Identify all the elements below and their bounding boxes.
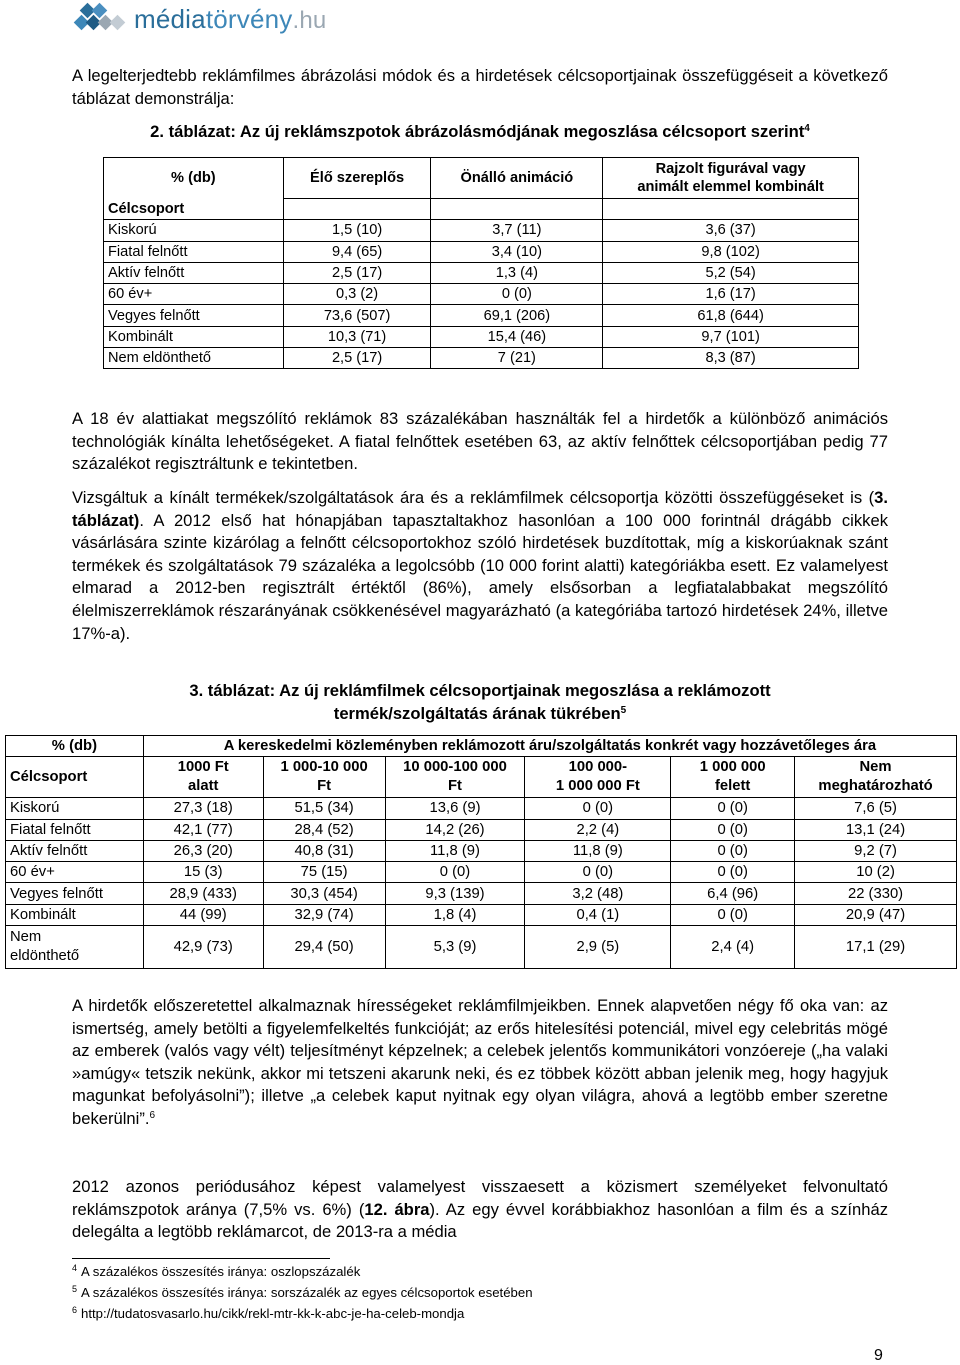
table-row: Kombinált 10,3 (71) 15,4 (46) 9,7 (101): [104, 326, 859, 347]
table2-col-header: Rajzolt figurával vagy animált elemmel kombinált: [603, 158, 859, 199]
table-row: Aktív felnőtt 2,5 (17) 1,3 (4) 5,2 (54): [104, 262, 859, 283]
table3-price-header: 10 000-100 000 Ft: [385, 757, 525, 798]
table-row: Kiskorú 27,3 (18) 51,5 (34) 13,6 (9) 0 (0) 0 (0) 7,6 (5): [6, 798, 957, 819]
footnote[interactable]: $^6$ http://tudatosvasarlo.hu/cikk/rekl-mtr-kk-k-abc-je-ha-celeb-mondja: [72, 1305, 465, 1321]
table2-col-header: Önálló animáció: [431, 158, 603, 199]
table3-row-label: Célcsoport: [6, 757, 144, 798]
table3-span-header: A kereskedelmi közleményben reklámozott áru/szolgáltatás konkrét vagy hozzávetőleges ára: [143, 736, 956, 757]
page-number: 9: [874, 1347, 883, 1364]
table3-price-header: 1 000-10 000 Ft: [263, 757, 385, 798]
paragraph-2: Vizsgáltuk a kínált termékek/szolgáltatások ára és a reklámfilmek célcsoportja közötti összefüggéseket is (3. táblázat). A 2012 első hat hónapjában tapasztaltakhoz hasonlóan a 100 000 forintnál drágább cikkek vásárlására szinte kizárólag a felnőtt célcsoportokhoz szóló hirdetések buzdítottak, míg a kiskorúaknak szánt termékek és szolgáltatások 79 százaléka a legolcsóbb (10 000 forint alatti) kategóriákba esett. Ez valamelyest elmarad a 2012-ben regisztrált értéktől (86%), amely elsősorban a legfiatalabbakat megszólító élelmiszerreklámok részarányának csökkenésével magyarázható (a kategóriába tartozó hirdetések 24%, illetve 17%-a).: [72, 488, 888, 643]
intro-paragraph: A legelterjedtebb reklámfilmes ábrázolási módok és a hirdetések célcsoportjainak összefüggéseit a következő táblázat demonstrálja:: [72, 66, 888, 108]
table-row: Vegyes felnőtt 73,6 (507) 69,1 (206) 61,8 (644): [104, 305, 859, 326]
table2-corner-header: % (db): [104, 158, 284, 199]
paragraph-3: A hirdetők előszeretettel alkalmaznak hírességeket reklámfilmjeikben. Ennek alapvetően négy fő oka van: az ismertség, amely betölti a figyelemfelkeltés funkcióját; az erős hitelesítési potenciál, mivel egy celebritás mögé az emberek (valós vagy vélt) teljesítményt képzelnek; a celebek jelentős kommunikátori vonzóereje („ha valaki »amúgy« tetszik nekünk, akkor mi tetszeni akarunk neki, és ez többek között abban jelenik meg, hogy hagyjuk magunkat befolyásolni”); illetve „a celebek kaput nyitnak egy olyan világra, ahová a legtöbb ember szeretne bekerülni”.$^6$: [72, 996, 888, 1128]
table2-caption: 2. táblázat: Az új reklámszpotok ábrázolásmódjának megoszlása célcsoport szerint$^4$: [150, 122, 810, 141]
table3-price-header: Nem meghatározható: [795, 757, 957, 798]
table2: [103, 157, 859, 369]
table-row: Vegyes felnőtt 28,9 (433) 30,3 (454) 9,3 (139) 3,2 (48) 6,4 (96) 22 (330): [6, 883, 957, 904]
table-row: Aktív felnőtt 26,3 (20) 40,8 (31) 11,8 (9) 11,8 (9) 0 (0) 9,2 (7): [6, 840, 957, 861]
diamond-cluster-icon: [72, 2, 128, 36]
paragraph-1: A 18 év alattiakat megszólító reklámok 83 százalékában használták fel a hirdetők a különböző animációs technológiák kínálta lehetőségeket. A fiatal felnőttek esetében 63, az aktív felnőttek célcsoportjában pedig 77 százalékot regisztráltunk e tekintetben.: [72, 409, 888, 474]
footnote: $^4$ A százalékos összesítés iránya: oszlopszázalék: [72, 1263, 361, 1279]
table-row: Fiatal felnőtt 9,4 (65) 3,4 (10) 9,8 (102): [104, 241, 859, 262]
table3-price-header: 1000 Ft alatt: [143, 757, 263, 798]
footnote-separator: [72, 1258, 330, 1259]
site-logo[interactable]: [72, 2, 326, 36]
table-row: Kiskorú 1,5 (10) 3,7 (11) 3,6 (37): [104, 220, 859, 241]
table3-price-header: 100 000- 1 000 000 Ft: [525, 757, 671, 798]
table-row: Nem eldönthető 42,9 (73) 29,4 (50) 5,3 (9) 2,9 (5) 2,4 (4) 17,1 (29): [6, 926, 957, 969]
table3-price-header: 1 000 000 felett: [671, 757, 795, 798]
logo-text: médiatörvény.hu: [134, 3, 327, 34]
footnote: $^5$ A százalékos összesítés iránya: sorszázalék az egyes célcsoportok esetében: [72, 1284, 533, 1300]
table3-caption: 3. táblázat: Az új reklámfilmek célcsoportjainak megoszlása a reklámozott termék/szolgáltatás árának tükrében$^5$: [189, 681, 771, 723]
table3-corner-header: % (db): [6, 736, 144, 757]
table-row: Fiatal felnőtt 42,1 (77) 28,4 (52) 14,2 (26) 2,2 (4) 0 (0) 13,1 (24): [6, 819, 957, 840]
table2-col-header: Élő szereplős: [283, 158, 431, 199]
table2-row-label: Célcsoport: [104, 199, 284, 220]
table-row: Nem eldönthető 2,5 (17) 7 (21) 8,3 (87): [104, 348, 859, 369]
paragraph-4: 2012 azonos periódusához képest valamelyest visszaesett a közismert személyeket felvonultató reklámszpotok aránya (7,5% vs. 6%) (12. ábra). Az egy évvel korábbiakhoz hasonlóan a film és a színház delegálta a legtöbb reklámarcot, de 2013-ra a média: [72, 1177, 888, 1242]
table-row: 60 év+ 15 (3) 75 (15) 0 (0) 0 (0) 0 (0) 10 (2): [6, 862, 957, 883]
table3: [5, 735, 957, 969]
table-row: Kombinált 44 (99) 32,9 (74) 1,8 (4) 0,4 (1) 0 (0) 20,9 (47): [6, 904, 957, 925]
table-row: 60 év+ 0,3 (2) 0 (0) 1,6 (17): [104, 284, 859, 305]
